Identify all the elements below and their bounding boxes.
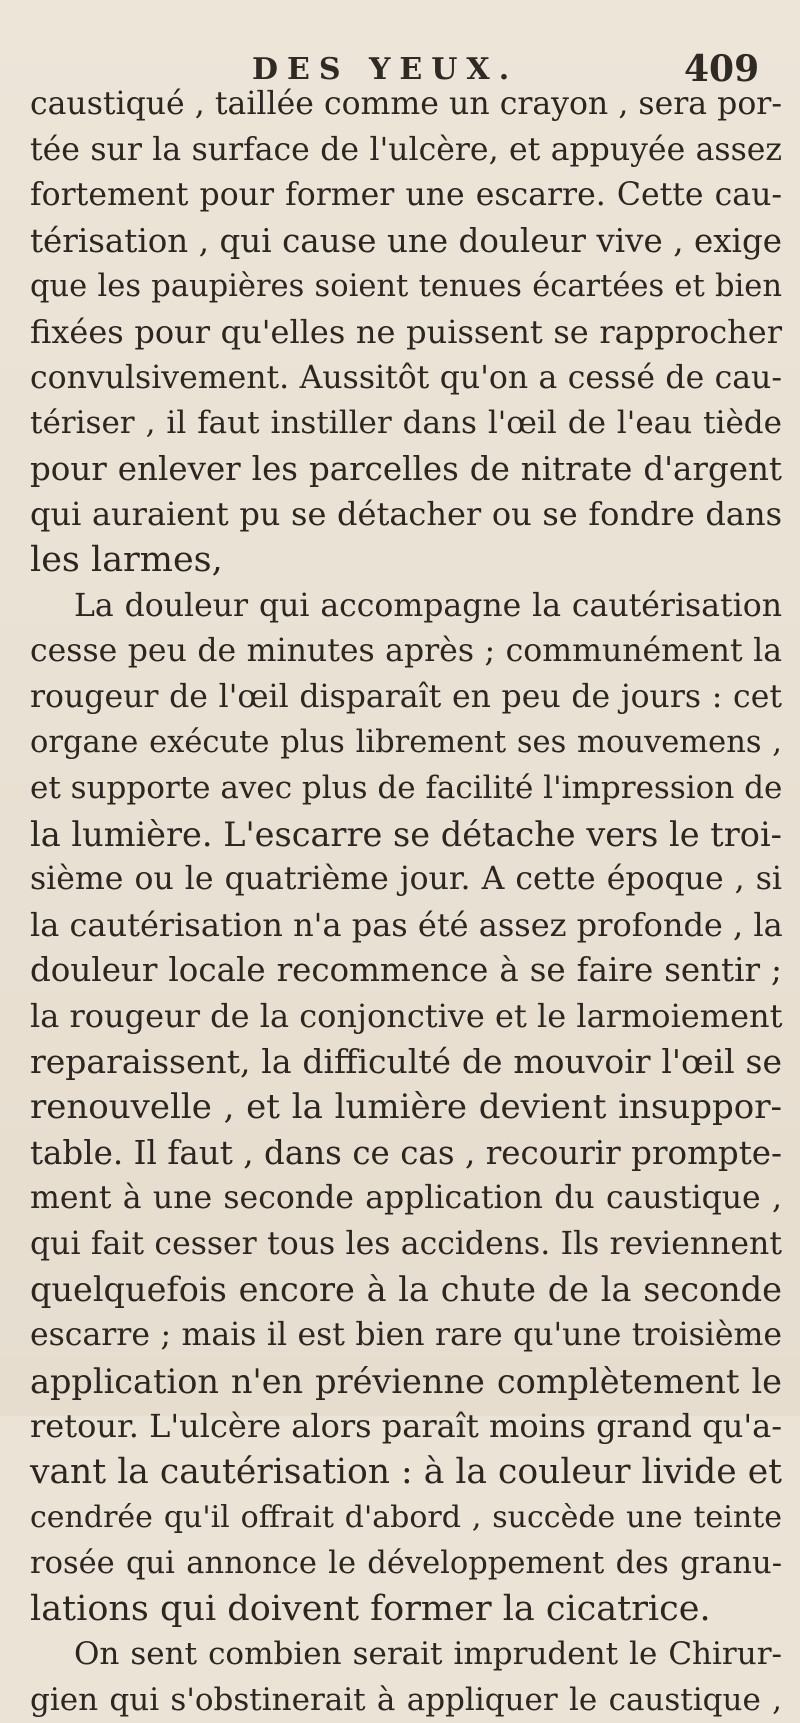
running-head-title: DES YEUX. (252, 52, 519, 87)
text-line: la rougeur de la conjonctive et le larmoiement (30, 996, 783, 1035)
text-line: renouvelle , et la lumière devient insuppor- (30, 1087, 782, 1128)
text-line: ment à une seconde application du caustique , (30, 1180, 782, 1217)
text-line: On sent combien serait imprudent le Chirur- (74, 1636, 782, 1673)
text-line: les larmes, (30, 539, 223, 580)
text-line: tée sur la surface de l'ulcère, et appuyée assez (30, 131, 782, 168)
text-line: sième ou le quatrième jour. A cette époque , si (30, 861, 782, 898)
text-line: vant la cautérisation : à la couleur livide et (30, 1451, 782, 1492)
page-number: 409 (684, 48, 760, 90)
text-line: tériser , il faut instiller dans l'œil de l'eau tiède (30, 405, 782, 442)
text-line: térisation , qui cause une douleur vive , exige (30, 221, 782, 260)
text-line: escarre ; mais il est bien rare qu'une troisième (30, 1317, 782, 1354)
text-line: cendrée qu'il offrait d'abord , succède une teinte (30, 1500, 782, 1536)
body-text (30, 82, 782, 1723)
text-line: retour. L'ulcère alors paraît moins grand qu'a- (30, 1407, 782, 1446)
text-line: reparaissent, la difficulté de mouvoir l'œil se (30, 1042, 782, 1082)
text-line: caustiqué , taillée comme un crayon , sera por- (30, 86, 782, 122)
text-line: fortement pour former une escarre. Cette cau- (30, 177, 782, 214)
text-line: la lumière. L'escarre se détache vers le troi- (30, 814, 782, 854)
text-line: douleur locale recommence à se faire sentir ; (30, 951, 782, 990)
text-line: la cautérisation n'a pas été assez profonde , la (30, 905, 783, 944)
text-line: et supporte avec plus de facilité l'impression de (30, 769, 783, 806)
text-line: quelquefois encore à la chute de la seconde (30, 1270, 782, 1310)
text-line: gien qui s'obstinerait à appliquer le caustique , (30, 1681, 782, 1718)
text-line: pour enlever les parcelles de nitrate d'argent (30, 449, 782, 488)
text-line: qui auraient pu se détacher ou se fondre dans (30, 495, 782, 534)
text-line: rougeur de l'œil disparaît en peu de jours : cet (30, 678, 782, 715)
text-line: qui fait cesser tous les accidens. Ils reviennent (30, 1225, 782, 1262)
text-line: application n'en prévienne complètement le (30, 1361, 782, 1401)
text-line: cesse peu de minutes après ; communément la (30, 633, 782, 670)
text-line: fixées pour qu'elles ne puissent se rapprocher (30, 312, 782, 351)
text-line: rosée qui annonce le développement des granu- (30, 1546, 782, 1581)
text-line: La douleur qui accompagne la cautérisation (74, 587, 782, 624)
text-line: convulsivement. Aussitôt qu'on a cessé de cau- (30, 359, 782, 396)
text-line: lations qui doivent former la cicatrice. (30, 1588, 711, 1629)
text-line: que les paupières soient tenues écartées et bien (30, 269, 782, 305)
text-line: table. Il faut , dans ce cas , recourir prompte- (30, 1133, 782, 1172)
text-line: organe exécute plus librement ses mouvemens , (30, 725, 782, 761)
